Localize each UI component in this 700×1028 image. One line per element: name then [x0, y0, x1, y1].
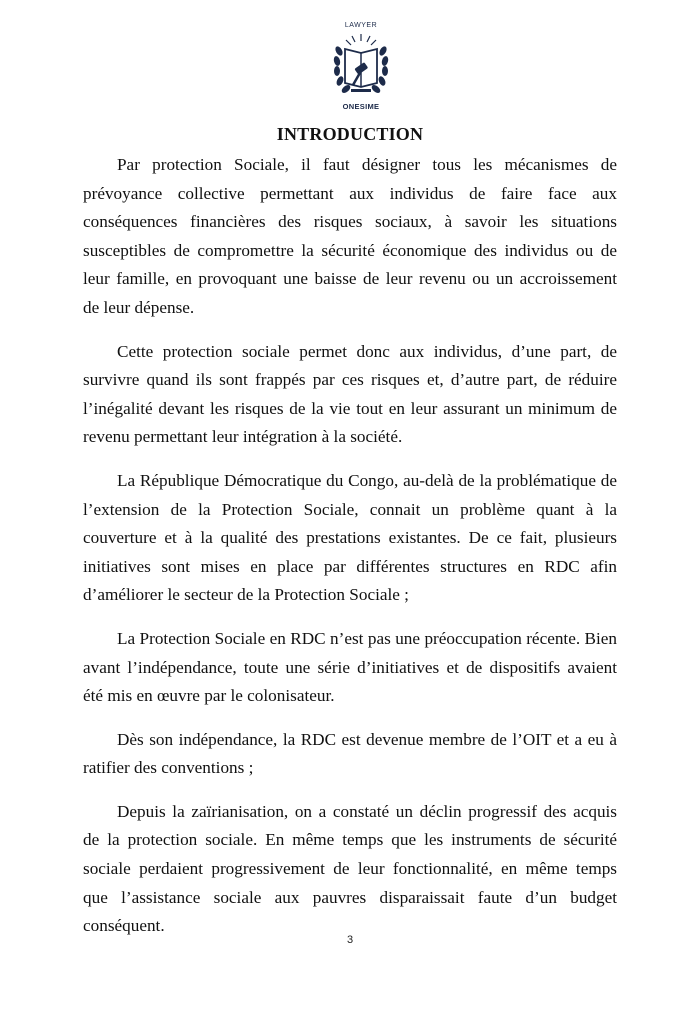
paragraph-2	[83, 338, 617, 452]
logo-top-text: LAWYER	[344, 22, 378, 29]
page-title: INTRODUCTION	[276, 124, 424, 144]
text-line: initiatives sont mises en place par différentes structures en RDC afin	[83, 556, 617, 576]
text-line: sociale perdaient progressivement de leur fonctionnalité, en même temps	[83, 859, 617, 879]
text-line: susceptibles de compromettre la sécurité économique des individus ou de	[83, 240, 617, 260]
paragraph-5	[83, 726, 617, 783]
text-line: d’améliorer le secteur de la Protection Sociale ;	[83, 585, 409, 605]
logo-bottom-text: ONESIME	[342, 102, 380, 111]
text-line: prévoyance collective permettant aux individus de faire face aux	[83, 183, 617, 203]
document-body	[83, 151, 617, 956]
text-line: La Protection Sociale en RDC n’est pas une préoccupation récente. Bien	[117, 628, 617, 648]
text-line: Cette protection sociale permet donc aux individus, d’une part, de	[117, 341, 617, 361]
text-line: conséquent.	[83, 916, 165, 936]
paragraph-3	[83, 467, 617, 610]
text-line: avant l’indépendance, toute une série d’initiatives et de dispositifs avaient	[83, 657, 617, 677]
text-line: l’extension de la Protection Sociale, connait un problème quant à la	[83, 499, 617, 519]
text-line: Dès son indépendance, la RDC est devenue membre de l’OIT et a eu à	[117, 729, 617, 749]
text-line: de la protection sociale. En même temps que les instruments de sécurité	[83, 830, 617, 850]
text-line: Par protection Sociale, il faut désigner tous les mécanismes de	[117, 155, 617, 174]
logo	[330, 22, 392, 114]
text-line: l’inégalité devant les risques de la vie tout en leur assurant un minimum de	[83, 398, 617, 418]
paragraph-1	[83, 151, 617, 323]
text-line: leur famille, en provoquant une baisse de leur revenu ou un accroissement	[83, 269, 617, 289]
page-number: 3	[346, 934, 354, 946]
text-line: de leur dépense.	[83, 297, 195, 317]
paragraph-4	[83, 625, 617, 711]
book-gavel-laurel-icon	[331, 31, 391, 101]
text-line: ratifier des conventions ;	[83, 758, 254, 778]
text-line: Depuis la zaïrianisation, on a constaté un déclin progressif des acquis	[117, 801, 617, 821]
text-line: que l’assistance sociale aux pauvres disparaissait faute d’un budget	[83, 887, 617, 907]
text-line: été mis en œuvre par le colonisateur.	[83, 686, 335, 706]
text-line: couverture et à la qualité des prestations existantes. De ce fait, plusieurs	[83, 528, 617, 548]
text-line: revenu permettant leur intégration à la société.	[83, 427, 403, 447]
text-line: conséquences financières des risques sociaux, à savoir les situations	[83, 212, 617, 232]
text-line: La République Démocratique du Congo, au-delà de la problématique de	[117, 470, 617, 490]
text-line: survivre quand ils sont frappés par ces risques et, d’autre part, de réduire	[83, 370, 617, 390]
paragraph-6	[83, 798, 617, 941]
